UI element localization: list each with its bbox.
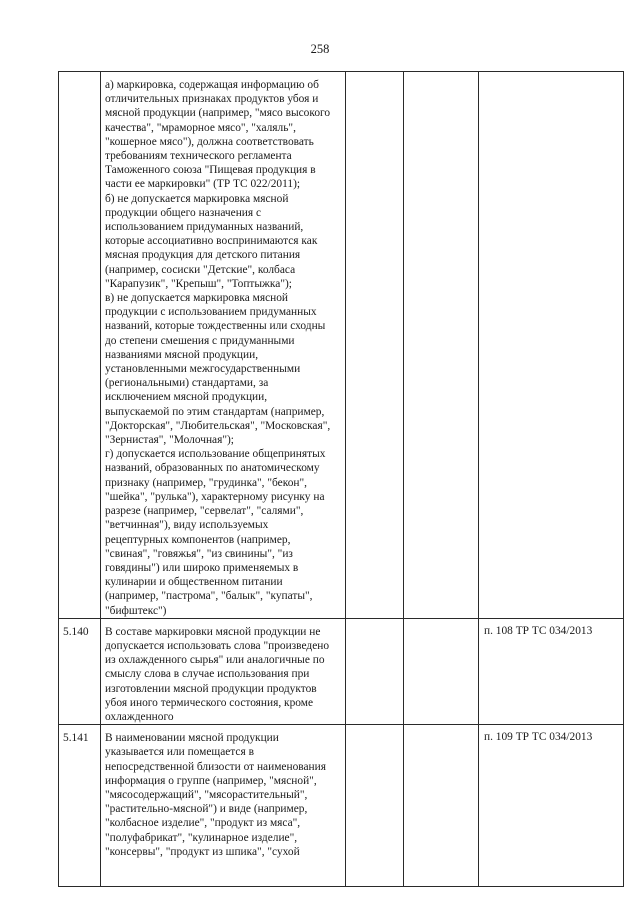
row-number: 5.140 (59, 618, 101, 724)
reference-cell (479, 72, 624, 619)
requirements-table (58, 71, 624, 887)
empty-cell (346, 618, 404, 724)
table-row (59, 72, 624, 619)
empty-cell (346, 725, 404, 887)
table-row (59, 725, 624, 887)
table-row (59, 618, 624, 724)
empty-cell (404, 618, 479, 724)
page-number: 258 (310, 42, 330, 56)
requirement-text: а) маркировка, содержащая информацию об отличительных признаках продуктов убоя и мясной продукции (например, "мясо высокого качества", "мраморное мясо", "халяль", "кошерное мясо"), должна соответствовать требованиям технического регламента Таможенного союза "Пищевая продукция в части ее маркировки" (ТР ТС 022/2011); б) не допускается маркировка мясной продукции общего назначения с использованием придуманных названий, которые ассоциативно воспринимаются как мясная продукция для детского питания (например, сосиски "Детские", колбаса "Карапузик", "Крепыш", "Топтыжка"); в) не допускается маркировка мясной продукции с использованием придуманных названий, которые тождественны или сходны до степени смешения с придуманными названиями мясной продукции, установленными межгосударственными (региональными) стандартами, за исключением мясной продукции, выпускаемой по этим стандартам (например, "Докторская", "Любительская", "Московская", "Зернистая", "Молочная"); г) допускается использование общепринятых названий, образованных по анатомическому признаку (например, "грудинка", "бекон", "шейка", "рулька"), характерному рисунку на разрезе (например, "сервелат", "салями", "ветчинная"), виду используемых рецептурных компонентов (например, "свиная", "говяжья", "из свинины", "из говядины") или широко применяемых в кулинарии и общественном питании (например, "пастрома", "балык", "купаты", "бифштекс") (101, 72, 346, 619)
reference-cell: п. 109 ТР ТС 034/2013 (479, 725, 624, 887)
empty-cell (404, 725, 479, 887)
empty-cell (346, 72, 404, 619)
row-number (59, 72, 101, 619)
reference-cell: п. 108 ТР ТС 034/2013 (479, 618, 624, 724)
empty-cell (404, 72, 479, 619)
requirement-text: В составе маркировки мясной продукции не допускается использовать слова "произведено из охлажденного сырья" или аналогичные по смыслу слова в случае использования при изготовлении мясной продукции продуктов убоя иного термического состояния, кроме охлажденного (101, 618, 346, 724)
row-number: 5.141 (59, 725, 101, 887)
requirement-text: В наименовании мясной продукции указывается или помещается в непосредственной близости от наименования информация о группе (например, "мясной", "мясосодержащий", "мясорастительный", "растительно-мясной") и виде (например, "колбасное изделие", "продукт из мяса", "полуфабрикат", "кулинарное изделие", "консервы", "продукт из шпика", "сухой (101, 725, 346, 887)
